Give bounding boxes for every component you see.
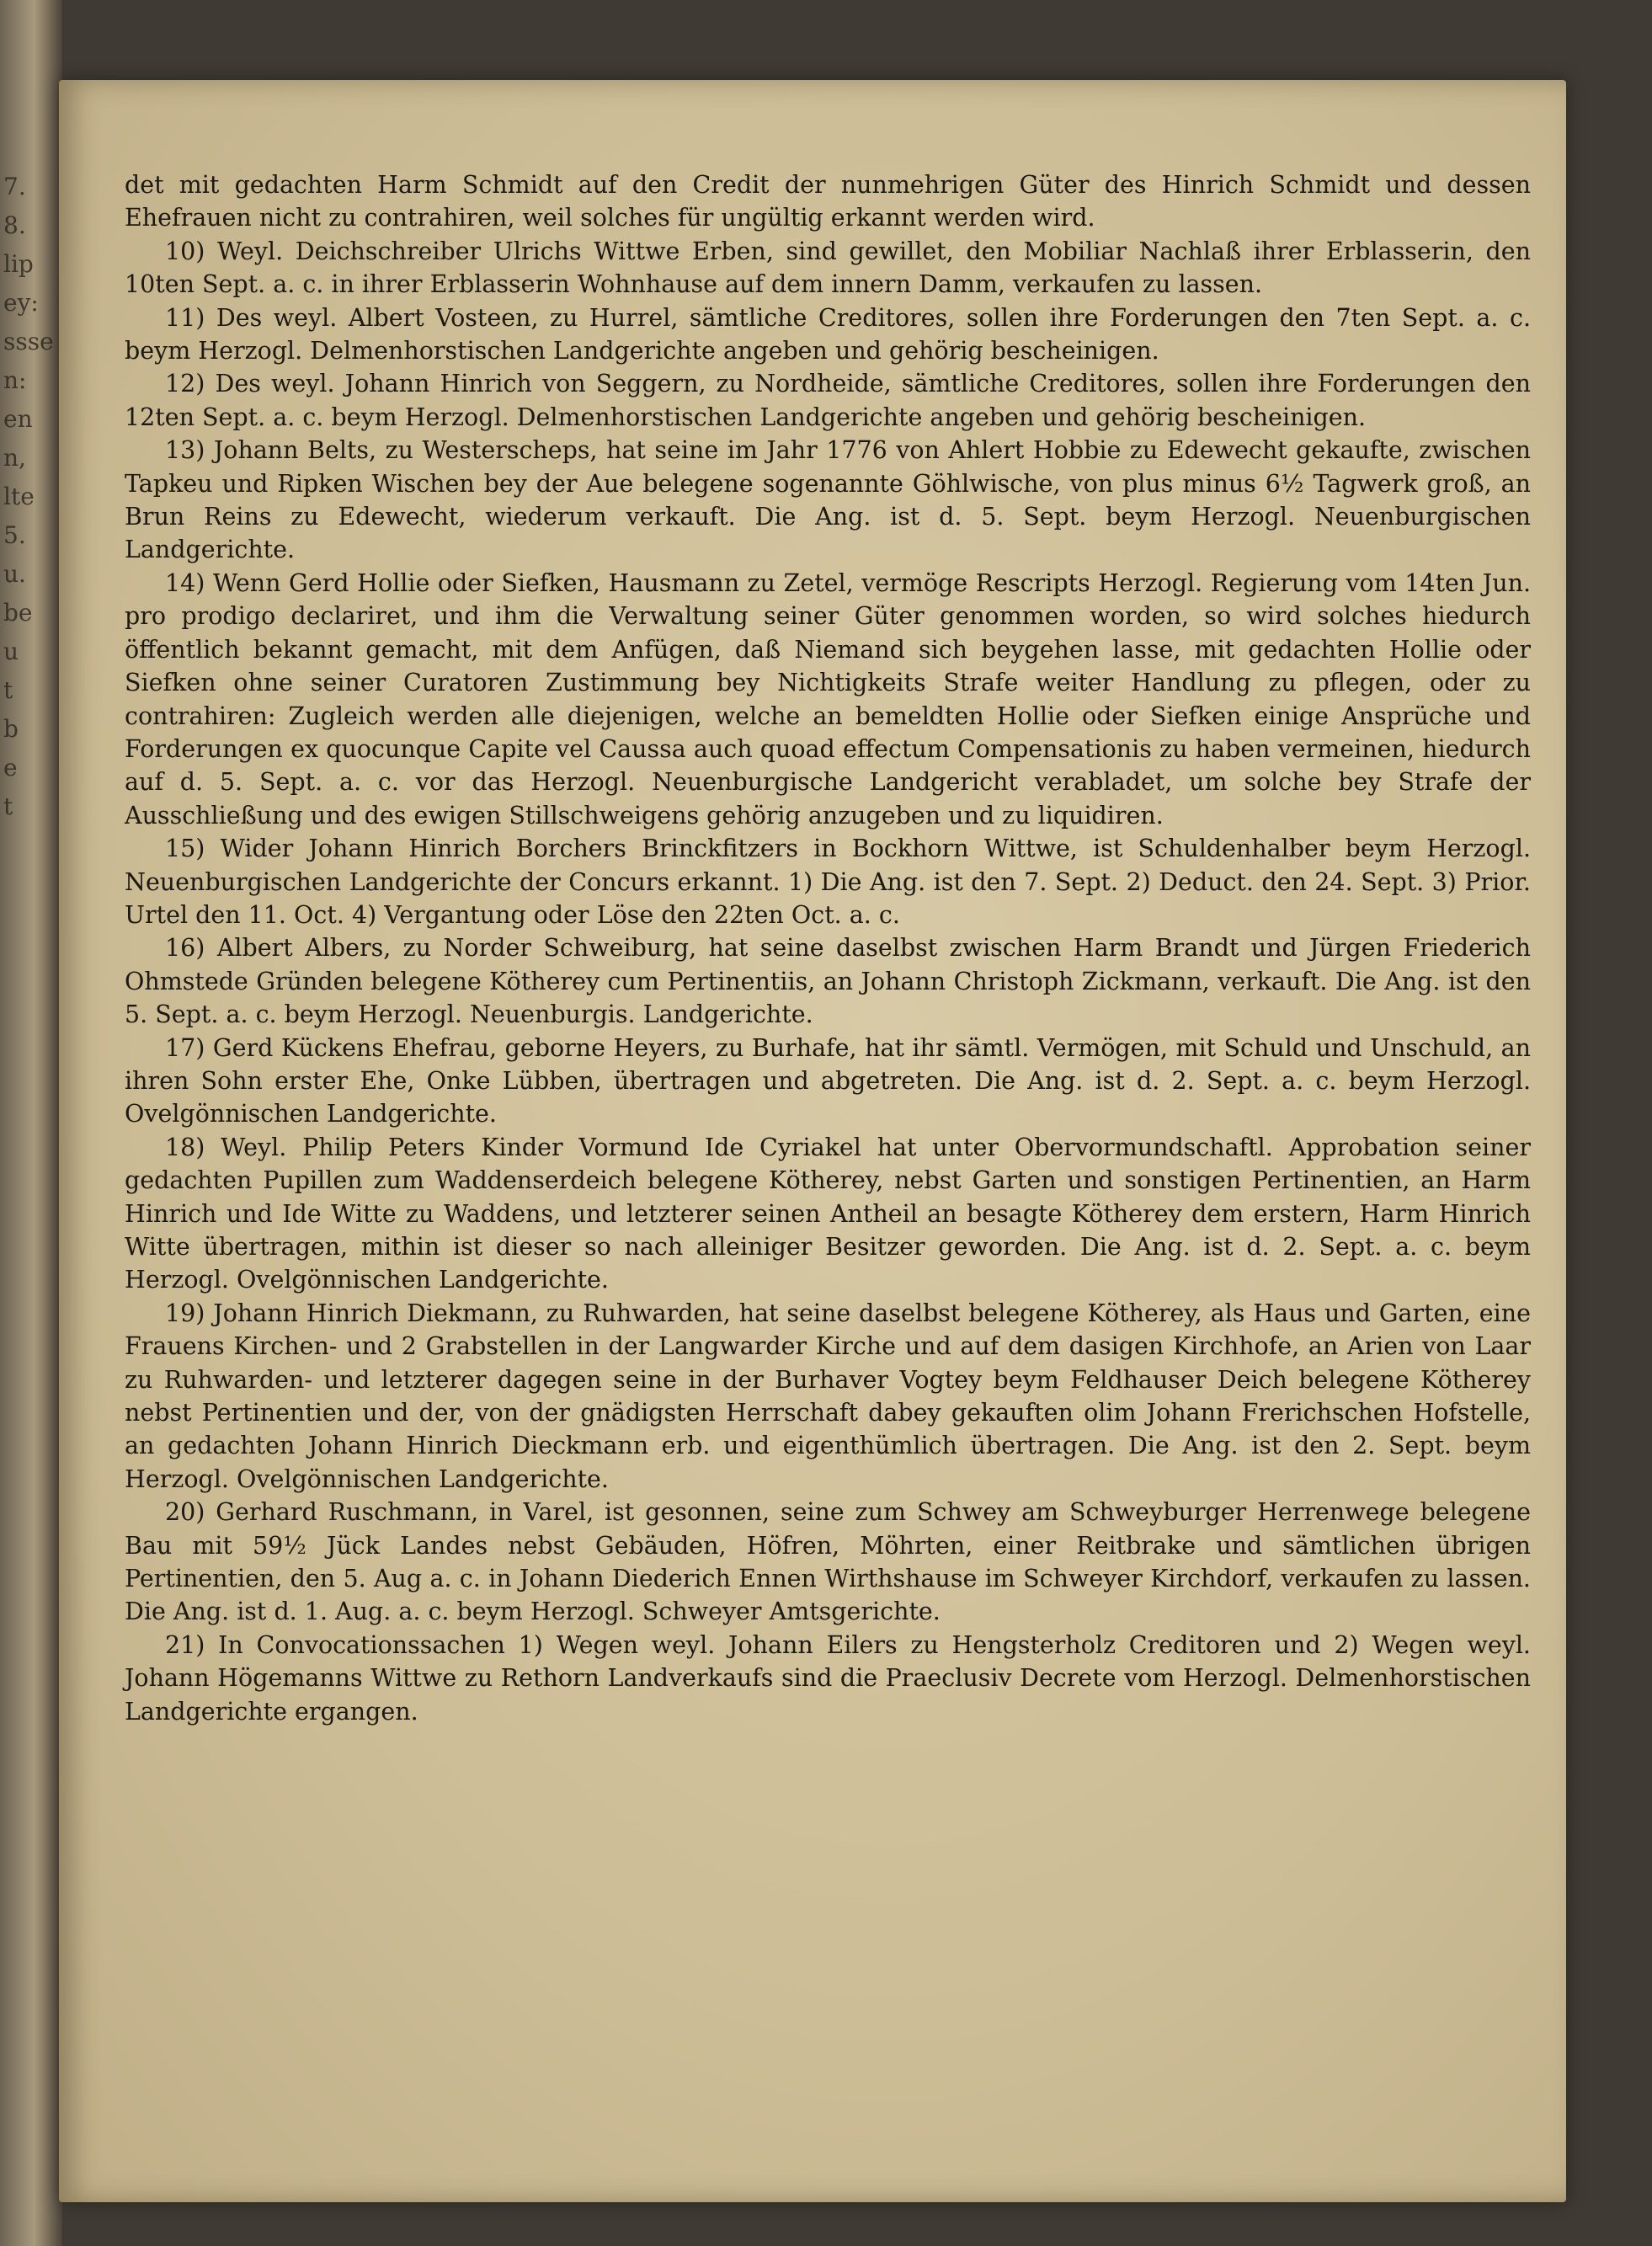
entry-15: 15) Wider Johann Hinrich Borchers Brinckfitzers in Bockhorn Wittwe, ist Schuldenhalber beym Herzogl. Neuenburgischen Landgerichte der Concurs erkannt. 1) Die Ang. ist den 7. Sept. 2) Deduct. den 24. Sept. 3) Prior. Urtel den 11. Oct. 4) Vergantung oder Löse den 22ten Oct. a. c.: [125, 835, 1531, 929]
entry-19: 19) Johann Hinrich Diekmann, zu Ruhwarden, hat seine daselbst belegene Kötherey, als Haus und Garten, eine Frauens Kirchen- und 2 Grabstellen in der Langwarder Kirche und auf dem dasigen Kirchhofe, an Arien von Laar zu Ruhwarden- und letzterer dagegen seine in der Burhaver Vogtey beym Feldhauser Deich belegene Kötherey nebst Pertinentien und der, von der gnädigsten Herrschaft dabey gekauften olim Johann Frerichschen Hofstelle, an gedachten Johann Hinrich Dieckmann erb. und eigenthümlich übertragen. Die Ang. ist den 2. Sept. beym Herzogl. Ovelgönnischen Landgerichte.: [125, 1299, 1531, 1493]
entry-21: 21) In Convocationssachen 1) Wegen weyl. Johann Eilers zu Hengsterholz Creditoren und 2) Wegen weyl. Johann Högemanns Wittwe zu Rethorn Landverkaufs sind die Praeclusiv Decrete vom Herzogl. Delmenhorstischen Landgerichte ergangen.: [125, 1630, 1531, 1726]
entry-18: 18) Weyl. Philip Peters Kinder Vormund Ide Cyriakel hat unter Obervormundschaftl. Approbation seiner gedachten Pupillen zum Waddenserdeich belegene Kötherey, nebst Garten und sonstigen Pertinentien, an Harm Hinrich und Ide Witte zu Waddens, und letzterer seinen Antheil an besagte Kötherey dem erstern, Harm Hinrich Witte übertragen, mithin ist dieser so nach alleiniger Besitzer geworden. Die Ang. ist d. 2. Sept. a. c. beym Herzogl. Ovelgönnischen Landgerichte.: [125, 1133, 1531, 1294]
margin-fragment: u: [3, 638, 19, 665]
margin-fragment: 8.: [3, 211, 26, 239]
margin-fragment: u.: [3, 560, 26, 588]
entry-17: 17) Gerd Kückens Ehefrau, geborne Heyers, zu Burhafe, hat ihr sämtl. Vermögen, mit Schuld und Unschuld, an ihren Sohn erster Ehe, Onke Lübben, übertragen und abgetreten. Die Ang. ist d. 2. Sept. a. c. beym Herzogl. Ovelgönnischen Landgerichte.: [125, 1033, 1531, 1128]
margin-fragment: 5.: [3, 521, 26, 549]
margin-fragment: b: [3, 715, 19, 743]
margin-fragment: en: [3, 405, 33, 433]
margin-fragment: t: [3, 792, 13, 820]
margin-fragment: lip: [3, 250, 34, 278]
margin-fragment: 7.: [3, 173, 26, 200]
margin-fragment: ey:: [3, 289, 39, 317]
margin-fragment: be: [3, 599, 33, 627]
entry-12: 12) Des weyl. Johann Hinrich von Seggern, zu Nordheide, sämtliche Creditores, sollen ihre Forderungen den 12ten Sept. a. c. beym Herzogl. Delmenhorstischen Landgerichte angeben und gehörig bescheinigen.: [125, 370, 1531, 431]
entry-13: 13) Johann Belts, zu Westerscheps, hat seine im Jahr 1776 von Ahlert Hobbie zu Edewecht gekaufte, zwischen Tapkeu und Ripken Wischen bey der Aue belegene sogenannte Göhlwische, von plus minus 6½ Tagwerk groß, an Brun Reins zu Edewecht, wiederum verkauft. Die Ang. ist d. 5. Sept. beym Herzogl. Neuenburgischen Landgerichte.: [125, 436, 1531, 564]
document-page: [59, 80, 1566, 2202]
margin-fragment: n,: [3, 444, 26, 472]
entry-11: 11) Des weyl. Albert Vosteen, zu Hurrel, sämtliche Creditores, sollen ihre Forderungen den 7ten Sept. a. c. beym Herzogl. Delmenhorstischen Landgerichte angeben und gehörig bescheinigen.: [125, 303, 1531, 365]
margin-fragment: ssse: [3, 328, 54, 355]
margin-fragment: t: [3, 676, 13, 704]
entry-continuation: det mit gedachten Harm Schmidt auf den Credit der nunmehrigen Güter des Hinrich Schmidt und dessen Ehefrauen nicht zu contrahiren, weil solches für ungültig erkannt werden wird.: [125, 171, 1531, 232]
margin-fragment: lte: [3, 483, 35, 510]
margin-fragment: n:: [3, 366, 27, 394]
entry-14: 14) Wenn Gerd Hollie oder Siefken, Hausmann zu Zetel, vermöge Rescripts Herzogl. Regierung vom 14ten Jun. pro prodigo declariret, und ihm die Verwaltung seiner Güter genommen worden, so wird solches hiedurch öffentlich bekannt gemacht, mit dem Anfügen, daß Niemand sich beygehen lasse, mit gedachten Hollie oder Siefken ohne seiner Curatoren Zustimmung bey Nichtigkeits Strafe weiter Handlung zu pflegen, oder zu contrahiren: Zugleich werden alle diejenigen, welche an bemeldten Hollie oder Siefken einige Ansprüche und Forderungen ex quocunque Capite vel Caussa auch quoad effectum Compensationis zu haben vermeinen, hiedurch auf d. 5. Sept. a. c. vor das Herzogl. Neuenburgische Landgericht verabladet, um solche bey Strafe der Ausschließung und des ewigen Stillschweigens gehörig anzugeben und zu liquidiren.: [125, 568, 1531, 830]
previous-page-edge: [0, 0, 62, 2246]
entry-16: 16) Albert Albers, zu Norder Schweiburg, hat seine daselbst zwischen Harm Brandt und Jürgen Friederich Ohmstede Gründen belegene Kötherey cum Pertinentiis, an Johann Christoph Zickmann, verkauft. Die Ang. ist den 5. Sept. a. c. beym Herzogl. Neuenburgis. Landgerichte.: [125, 934, 1531, 1029]
entry-10: 10) Weyl. Deichschreiber Ulrichs Wittwe Erben, sind gewillet, den Mobiliar Nachlaß ihrer Erblasserin, den 10ten Sept. a. c. in ihrer Erblasserin Wohnhause auf dem innern Damm, verkaufen zu lassen.: [125, 237, 1531, 299]
page-text: [125, 168, 1531, 1728]
entry-20: 20) Gerhard Ruschmann, in Varel, ist gesonnen, seine zum Schwey am Schweyburger Herrenwege belegene Bau mit 59½ Jück Landes nebst Gebäuden, Höfren, Möhrten, einer Reitbrake und sämtlichen übrigen Pertinentien, den 5. Aug a. c. in Johann Diederich Ennen Wirthshause im Schweyer Kirchdorf, verkaufen zu lassen. Die Ang. ist d. 1. Aug. a. c. beym Herzogl. Schweyer Amtsgerichte.: [125, 1498, 1531, 1626]
margin-fragment: e: [3, 754, 18, 782]
